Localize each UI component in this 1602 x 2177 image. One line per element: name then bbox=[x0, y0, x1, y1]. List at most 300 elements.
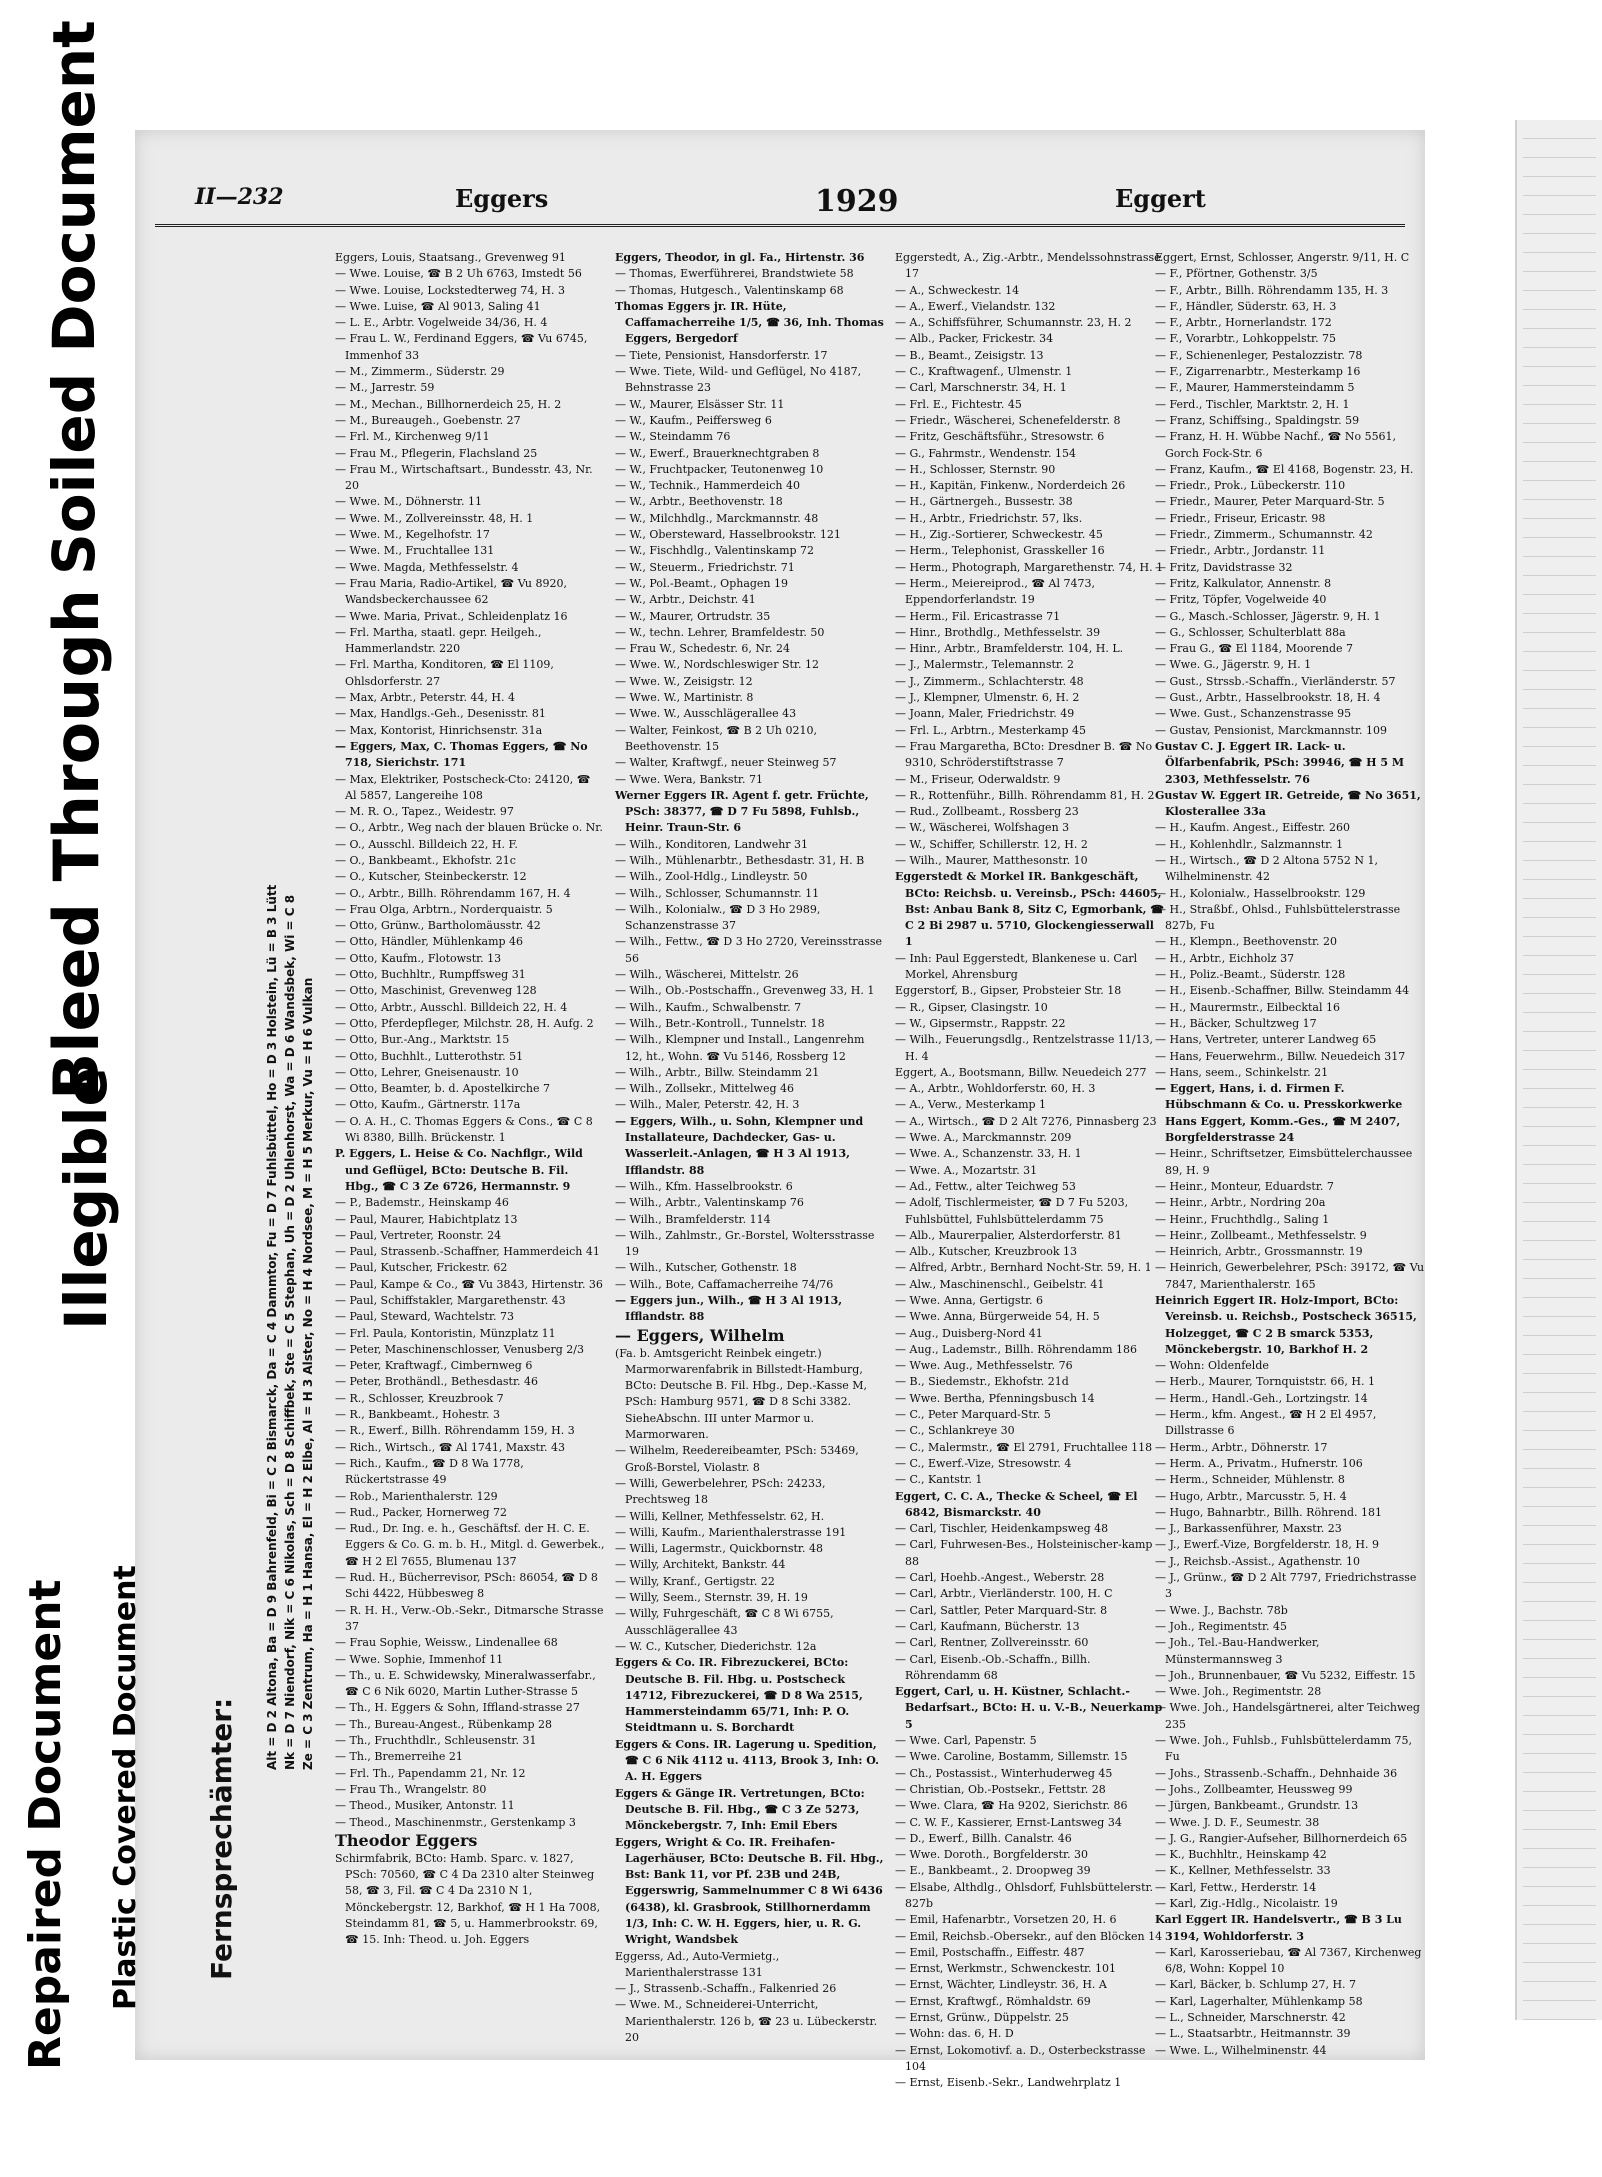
phone-code-line: Nk = D 7 Niendorf, Nik = C 6 Nikolas, Sch = D 8 Schiffbek, Ste = C 5 Stephan, Uh = D 2 Uhlenhorst, Wa = D 6 Wandsbek, Wi = C 8 bbox=[283, 894, 297, 1770]
directory-entry: — Paul, Steward, Wachtelstr. 73 bbox=[335, 1310, 514, 1324]
directory-entry: — Carl, Sattler, Peter Marquard-Str. 8 bbox=[895, 1603, 1108, 1617]
directory-entry: — Karl, Fettw., Herderstr. 14 bbox=[1155, 1880, 1317, 1894]
directory-entry: — J., Barkassenführer, Maxstr. 23 bbox=[1155, 1522, 1342, 1536]
edge-line bbox=[1523, 823, 1596, 842]
phone-exchange-legend bbox=[175, 240, 315, 2020]
edge-line bbox=[1523, 1070, 1596, 1089]
edge-line bbox=[1523, 1621, 1596, 1640]
edge-line bbox=[1523, 652, 1596, 671]
stamp-repaired: Repaired Document bbox=[20, 1579, 71, 2070]
directory-entry: — C. W. F., Kassierer, Ernst-Lantsweg 34 bbox=[895, 1815, 1122, 1829]
directory-entry: — Paul, Maurer, Habichtplatz 13 bbox=[335, 1212, 518, 1226]
directory-entry: — Wilh., Mühlenarbtr., Bethesdastr. 31, H. B bbox=[615, 853, 865, 867]
edge-line bbox=[1523, 500, 1596, 519]
edge-line bbox=[1523, 481, 1596, 500]
directory-entry: — Frau M., Wirtschaftsart., Bundesstr. 43, Nr. 20 bbox=[335, 462, 593, 493]
directory-entry: — Wwe. M., Kegelhofstr. 17 bbox=[335, 528, 490, 542]
directory-entry: — O., Ausschl. Billdeich 22, H. F. bbox=[335, 837, 518, 851]
directory-entry: — Friedr., Wäscherei, Schenefelderstr. 8 bbox=[895, 413, 1121, 427]
stamp-illegible: Illegible bbox=[52, 1067, 120, 1330]
edge-line bbox=[1523, 462, 1596, 481]
directory-entry: — Max, Handlgs.-Geh., Desenisstr. 81 bbox=[335, 707, 546, 721]
directory-entry: — Wilh., Kaufm., Schwalbenstr. 7 bbox=[615, 1000, 802, 1014]
edge-line bbox=[1523, 804, 1596, 823]
edge-line bbox=[1523, 1203, 1596, 1222]
directory-entry: — R., Bankbeamt., Hohestr. 3 bbox=[335, 1408, 501, 1422]
directory-entry: — Wilh., Wäscherei, Mittelstr. 26 bbox=[615, 968, 799, 982]
directory-entry: — Paul, Kutscher, Frickestr. 62 bbox=[335, 1261, 508, 1275]
directory-entry: — Wwe. Anna, Bürgerweide 54, H. 5 bbox=[895, 1310, 1100, 1324]
directory-entry: — Wwe. G., Jägerstr. 9, H. 1 bbox=[1155, 658, 1312, 672]
directory-entry: — Eggert, Hans, i. d. Firmen F. Hübschmann & Co. u. Presskorkwerke Hans Eggert, Komm.-Ges., ☎ M 2407, Borgfelderstrasse 24 bbox=[1155, 1082, 1403, 1145]
directory-entry: — Joh., Tel.-Bau-Handwerker, Münstermannsweg 3 bbox=[1155, 1636, 1320, 1666]
directory-entry: — Herm., Schneider, Mühlenstr. 8 bbox=[1155, 1473, 1345, 1487]
directory-entry: — C., Kantstr. 1 bbox=[895, 1473, 983, 1487]
directory-entry: — Frau Margaretha, BCto: Dresdner B. ☎ No 9310, Schröderstiftstrasse 7 bbox=[895, 739, 1153, 770]
directory-entry: — Joann, Maler, Friedrichstr. 49 bbox=[895, 707, 1075, 721]
directory-entry: — C., Malermstr., ☎ El 2791, Fruchtallee 118 bbox=[895, 1440, 1153, 1454]
directory-entry: — Wilh., Maurer, Matthesonstr. 10 bbox=[895, 853, 1088, 867]
directory-entry: Eggerstedt, A., Zig.-Arbtr., Mendelssohnstrasse 17 bbox=[895, 251, 1161, 281]
directory-entry: Theodor Eggers bbox=[335, 1830, 478, 1850]
directory-entry: — Th., Bremerreihe 21 bbox=[335, 1750, 463, 1764]
directory-entry: — Th., H. Eggers & Sohn, Iffland-strasse 27 bbox=[335, 1701, 580, 1715]
directory-entry: — Wwe. Joh., Regimentstr. 28 bbox=[1155, 1685, 1322, 1699]
directory-column-4 bbox=[1155, 250, 1425, 2057]
edge-line bbox=[1523, 1298, 1596, 1317]
directory-entry: — Th., u. E. Schwidewsky, Mineralwasserfabr., ☎ C 6 Nik 6020, Martin Luther-Strasse 5 bbox=[335, 1668, 596, 1699]
directory-entry: — Adolf, Tischlermeister, ☎ D 7 Fu 5203, Fuhlsbüttel, Fuhlsbüttelerdamm 75 bbox=[895, 1196, 1129, 1226]
directory-entry: — Heinr., Fruchthdlg., Saling 1 bbox=[1155, 1212, 1330, 1226]
directory-entry: — Willy, Architekt, Bankstr. 44 bbox=[615, 1558, 786, 1572]
directory-entry: — Carl, Arbtr., Vierländerstr. 100, H. C bbox=[895, 1587, 1113, 1601]
directory-entry: — L. E., Arbtr. Vogelweide 34/36, H. 4 bbox=[335, 316, 548, 330]
edge-line bbox=[1523, 1374, 1596, 1393]
directory-entry: — Wwe. J., Bachstr. 78b bbox=[1155, 1603, 1288, 1617]
directory-entry: P. Eggers, L. Heise & Co. Nachflgr., Wild und Geflügel, BCto: Deutsche B. Fil. Hbg., ☎ C 3 Ze 6726, Hermannstr. 9 bbox=[335, 1147, 583, 1193]
directory-entry: — Frl. Martha, Konditoren, ☎ El 1109, Ohlsdorferstr. 27 bbox=[335, 658, 554, 688]
directory-entry: — Wilh., Kfm. Hasselbrookstr. 6 bbox=[615, 1179, 793, 1193]
edge-line bbox=[1523, 310, 1596, 329]
directory-entry: — Ernst, Werkmstr., Schwenckestr. 101 bbox=[895, 1962, 1117, 1976]
directory-entry: — Frau M., Pflegerin, Flachsland 25 bbox=[335, 446, 538, 460]
directory-entry: — Wwe. A., Mozartstr. 31 bbox=[895, 1163, 1038, 1177]
directory-entry: — Wwe. Tiete, Wild- und Geflügel, No 4187, Behnstrasse 23 bbox=[615, 365, 862, 395]
directory-column-2 bbox=[615, 250, 885, 2045]
edge-line bbox=[1523, 1507, 1596, 1526]
edge-line bbox=[1523, 1545, 1596, 1564]
directory-entry: — Rud., Dr. Ing. e. h., Geschäftsf. der H. C. E. Eggers & Co. G. m. b. H., Mitgl. d. Gewerbek., ☎ H 2 El 7655, Blumenau 137 bbox=[335, 1522, 605, 1568]
directory-entry: — Max, Arbtr., Peterstr. 44, H. 4 bbox=[335, 691, 516, 705]
edge-line bbox=[1523, 861, 1596, 880]
edge-line bbox=[1523, 1393, 1596, 1412]
directory-entry: — Otto, Händler, Mühlenkamp 46 bbox=[335, 935, 524, 949]
directory-entry: — Frl. M., Kirchenweg 9/11 bbox=[335, 430, 490, 444]
edge-line bbox=[1523, 1887, 1596, 1906]
directory-entry: — Otto, Kaufm., Flotowstr. 13 bbox=[335, 951, 502, 965]
edge-line bbox=[1523, 899, 1596, 918]
edge-line bbox=[1523, 1564, 1596, 1583]
edge-line bbox=[1523, 975, 1596, 994]
directory-entry: — Wwe. Caroline, Bostamm, Sillemstr. 15 bbox=[895, 1750, 1128, 1764]
directory-entry: — O., Arbtr., Weg nach der blauen Brücke o. Nr. bbox=[335, 821, 603, 835]
directory-entry: — Wilh., Zahlmstr., Gr.-Borstel, Woltersstrasse 19 bbox=[615, 1228, 875, 1259]
directory-entry: — W., Fischhdlg., Valentinskamp 72 bbox=[615, 544, 815, 558]
directory-entry: — Karl, Karosseriebau, ☎ Al 7367, Kirchenweg 6/8, Wohn: Koppel 10 bbox=[1155, 1945, 1422, 1976]
edge-line bbox=[1523, 842, 1596, 861]
directory-entry: — Wilh., Kolonialw., ☎ D 3 Ho 2989, Schanzenstrasse 37 bbox=[615, 902, 821, 933]
directory-entry: — Friedr., Arbtr., Jordanstr. 11 bbox=[1155, 544, 1326, 558]
edge-line bbox=[1523, 1469, 1596, 1488]
directory-entry: Gustav W. Eggert IR. Getreide, ☎ No 3651, Klosterallee 33a bbox=[1155, 788, 1421, 819]
directory-entry: Heinrich Eggert IR. Holz-Import, BCto: Vereinsb. u. Reichsb., Postscheck 36515, Holzegget, ☎ C 2 B smarck 5353, Mönckebergstr. 10, Barkhof H. 2 bbox=[1155, 1294, 1417, 1356]
directory-entry: — Johs., Strassenb.-Schaffn., Dehnhaide 36 bbox=[1155, 1766, 1398, 1780]
header-left-name: Eggers bbox=[455, 184, 549, 213]
directory-entry: — Rud., Packer, Hornerweg 72 bbox=[335, 1505, 508, 1519]
directory-entry: — Franz, H. H. Wübbe Nachf., ☎ No 5561, Gorch Fock-Str. 6 bbox=[1155, 430, 1397, 460]
edge-line bbox=[1523, 177, 1596, 196]
directory-entry: — Heinrich, Arbtr., Grossmannstr. 19 bbox=[1155, 1245, 1363, 1259]
directory-entry: — Eggers jun., Wilh., ☎ H 3 Al 1913, Ifflandstr. 88 bbox=[615, 1294, 843, 1324]
directory-entry: — J., Ewerf.-Vize, Borgfelderstr. 18, H. 9 bbox=[1155, 1538, 1380, 1552]
directory-entry: — W., Schiffer, Schillerstr. 12, H. 2 bbox=[895, 837, 1088, 851]
directory-entry: — Ernst, Eisenb.-Sekr., Landwehrplatz 1 bbox=[895, 2076, 1122, 2090]
directory-entry: — Rob., Marienthalerstr. 129 bbox=[335, 1489, 498, 1503]
edge-line bbox=[1523, 1013, 1596, 1032]
directory-entry: — Jürgen, Bankbeamt., Grundstr. 13 bbox=[1155, 1799, 1359, 1813]
directory-entry: — Heinrich, Gewerbelehrer, PSch: 39172, ☎ Vu 7847, Marienthalerstr. 165 bbox=[1155, 1261, 1425, 1291]
directory-entry: — Ernst, Lokomotivf. a. D., Osterbeckstrasse 104 bbox=[895, 2043, 1146, 2073]
directory-entry: — J., Reichsb.-Assist., Agathenstr. 10 bbox=[1155, 1554, 1361, 1568]
directory-entry: — Carl, Tischler, Heidenkampsweg 48 bbox=[895, 1522, 1109, 1536]
directory-entry: — F., Maurer, Hammersteindamm 5 bbox=[1155, 381, 1355, 395]
edge-line bbox=[1523, 595, 1596, 614]
edge-line bbox=[1523, 1811, 1596, 1830]
stamp-bleed-through: Bleed Through bbox=[40, 589, 113, 1100]
edge-line bbox=[1523, 1602, 1596, 1621]
directory-entry: Thomas Eggers jr. IR. Hüte, Caffamacherreihe 1/5, ☎ 36, Inh. Thomas Eggers, Bergedorf bbox=[615, 299, 884, 346]
edge-line bbox=[1523, 1032, 1596, 1051]
directory-entry: — Heinr., Schriftsetzer, Eimsbüttelerchaussee 89, H. 9 bbox=[1155, 1147, 1413, 1177]
directory-entry: — Friedr., Maurer, Peter Marquard-Str. 5 bbox=[1155, 495, 1385, 509]
edge-line bbox=[1523, 272, 1596, 291]
directory-entry: — J., Klempner, Ulmenstr. 6, H. 2 bbox=[895, 691, 1080, 705]
directory-entry: — Wilh., Bote, Caffamacherreihe 74/76 bbox=[615, 1277, 834, 1291]
edge-line bbox=[1523, 1925, 1596, 1944]
edge-line bbox=[1523, 1716, 1596, 1735]
directory-entry: — Paul, Kampe & Co., ☎ Vu 3843, Hirtenstr. 36 bbox=[335, 1277, 603, 1291]
directory-entry: — Ernst, Kraftwgf., Römhaldstr. 69 bbox=[895, 1994, 1091, 2008]
directory-entry: — Heinr., Monteur, Eduardstr. 7 bbox=[1155, 1179, 1334, 1193]
edge-line bbox=[1523, 1146, 1596, 1165]
directory-entry: — Wwe. Magda, Methfesselstr. 4 bbox=[335, 560, 519, 574]
edge-line bbox=[1523, 519, 1596, 538]
directory-entry: — H., Eisenb.-Schaffner, Billw. Steindamm 44 bbox=[1155, 984, 1410, 998]
directory-entry: — Frl. Th., Papendamm 21, Nr. 12 bbox=[335, 1766, 526, 1780]
edge-line bbox=[1523, 1659, 1596, 1678]
directory-entry: — H., Arbtr., Eichholz 37 bbox=[1155, 951, 1295, 965]
directory-entry: — Rich., Wirtsch., ☎ Al 1741, Maxstr. 43 bbox=[335, 1440, 565, 1454]
directory-entry: — A., Verw., Mesterkamp 1 bbox=[895, 1098, 1047, 1112]
directory-entry: — Otto, Buchhlt., Lutterothstr. 51 bbox=[335, 1049, 524, 1063]
edge-line bbox=[1523, 329, 1596, 348]
edge-line bbox=[1523, 215, 1596, 234]
directory-entry: — Frl. L., Arbtrn., Mesterkamp 45 bbox=[895, 723, 1086, 737]
edge-line bbox=[1523, 2001, 1596, 2020]
directory-entry: Eggers, Theodor, in gl. Fa., Hirtenstr. 36 bbox=[615, 251, 865, 264]
directory-entry: — Frau Maria, Radio-Artikel, ☎ Vu 8920, Wandsbeckerchaussee 62 bbox=[335, 576, 568, 607]
edge-line bbox=[1523, 1773, 1596, 1792]
directory-entry: — Carl, Hoehb.-Angest., Weberstr. 28 bbox=[895, 1571, 1105, 1585]
directory-entry: — H., Maurermstr., Eilbecktal 16 bbox=[1155, 1000, 1340, 1014]
edge-line bbox=[1523, 728, 1596, 747]
directory-entry: — W., Kaufm., Peiffersweg 6 bbox=[615, 413, 772, 427]
directory-entry: — Otto, Pferdepfleger, Milchstr. 28, H. Aufg. 2 bbox=[335, 1016, 594, 1030]
directory-entry: — Hugo, Arbtr., Marcusstr. 5, H. 4 bbox=[1155, 1489, 1347, 1503]
directory-entry: — A., Schiffsführer, Schumannstr. 23, H. 2 bbox=[895, 316, 1132, 330]
directory-entry: — Carl, Fuhrwesen-Bes., Holsteinischer-kamp 88 bbox=[895, 1538, 1153, 1568]
directory-entry: — Alb., Kutscher, Kreuzbrook 13 bbox=[895, 1245, 1077, 1259]
directory-entry: — Theod., Musiker, Antonstr. 11 bbox=[335, 1799, 515, 1813]
directory-entry: — Willy, Fuhrgeschäft, ☎ C 8 Wi 6755, Ausschlägerallee 43 bbox=[615, 1607, 834, 1637]
edge-line bbox=[1523, 443, 1596, 462]
directory-entry: — Gust., Arbtr., Hasselbrookstr. 18, H. 4 bbox=[1155, 691, 1381, 705]
directory-entry: — H., Straßbf., Ohlsd., Fuhlsbüttelerstrasse 827b, Fu bbox=[1155, 902, 1401, 933]
directory-entry: — W., Obersteward, Hasselbrookstr. 121 bbox=[615, 528, 841, 542]
directory-entry: — Herm., Arbtr., Döhnerstr. 17 bbox=[1155, 1440, 1328, 1454]
directory-entry: — J., Malermstr., Telemannstr. 2 bbox=[895, 658, 1074, 672]
directory-column-1 bbox=[335, 250, 605, 2030]
directory-entry: — Emil, Hafenarbtr., Vorsetzen 20, H. 6 bbox=[895, 1913, 1117, 1927]
directory-entry: Eggers & Cons. IR. Lagerung u. Spedition, ☎ C 6 Nik 4112 u. 4113, Brook 3, Inh: O. A. H. Eggers bbox=[615, 1737, 879, 1784]
directory-entry: — Peter, Brothändl., Bethesdastr. 46 bbox=[335, 1375, 539, 1389]
edge-line bbox=[1523, 1412, 1596, 1431]
directory-entry: — W. C., Kutscher, Diederichstr. 12a bbox=[615, 1639, 817, 1653]
directory-entry: — Thomas, Hutgesch., Valentinskamp 68 bbox=[615, 283, 844, 297]
directory-entry: — Joh., Brunnenbauer, ☎ Vu 5232, Eiffestr. 15 bbox=[1155, 1668, 1416, 1682]
directory-entry: — H., Schlosser, Sternstr. 90 bbox=[895, 462, 1056, 476]
directory-entry: — Wilh., Bramfelderstr. 114 bbox=[615, 1212, 771, 1226]
directory-entry: — Fritz, Davidstrasse 32 bbox=[1155, 560, 1293, 574]
directory-entry: — Gust., Strssb.-Schaffn., Vierländerstr. 57 bbox=[1155, 674, 1396, 688]
header-right-name: Eggert bbox=[1115, 184, 1206, 213]
directory-entry: — W., techn. Lehrer, Bramfeldestr. 50 bbox=[615, 625, 825, 639]
directory-entry: — Th., Fruchthdlr., Schleusenstr. 31 bbox=[335, 1734, 537, 1748]
edge-line bbox=[1523, 1431, 1596, 1450]
edge-line bbox=[1523, 918, 1596, 937]
directory-entry: — M., Mechan., Billhornerdeich 25, H. 2 bbox=[335, 397, 562, 411]
directory-entry: — Herm., Photograph, Margarethenstr. 74, H. 1 bbox=[895, 560, 1164, 574]
directory-entry: — Wilh., Kutscher, Gothenstr. 18 bbox=[615, 1261, 797, 1275]
edge-line bbox=[1523, 1944, 1596, 1963]
directory-entry: Karl Eggert IR. Handelsvertr., ☎ B 3 Lu 3194, Wohldorferstr. 3 bbox=[1155, 1913, 1402, 1943]
directory-column-3 bbox=[895, 250, 1165, 2090]
directory-entry: — Wwe. L., Wilhelminenstr. 44 bbox=[1155, 2043, 1327, 2057]
directory-entry: — O., Bankbeamt., Ekhofstr. 21c bbox=[335, 853, 516, 867]
directory-entry: — Wwe. Clara, ☎ Ha 9202, Sierichstr. 86 bbox=[895, 1799, 1128, 1813]
edge-line bbox=[1523, 120, 1596, 139]
directory-entry: — Wohn: Oldenfelde bbox=[1155, 1359, 1269, 1373]
directory-entry: — Wilh., Konditoren, Landwehr 31 bbox=[615, 837, 809, 851]
directory-entry: — Max, Kontorist, Hinrichsenstr. 31a bbox=[335, 723, 543, 737]
directory-entry: — K., Kellner, Methfesselstr. 33 bbox=[1155, 1864, 1331, 1878]
directory-entry: — Rich., Kaufm., ☎ D 8 Wa 1778, Rückertstrasse 49 bbox=[335, 1456, 524, 1487]
directory-entry: — H., Kapitän, Finkenw., Norderdeich 26 bbox=[895, 479, 1126, 493]
directory-entry: — Walter, Feinkost, ☎ B 2 Uh 0210, Beethovenstr. 15 bbox=[615, 723, 818, 753]
edge-line bbox=[1523, 1051, 1596, 1070]
edge-line bbox=[1523, 1583, 1596, 1602]
directory-entry: — Wilh., Maler, Peterstr. 42, H. 3 bbox=[615, 1098, 800, 1112]
directory-entry: — Wilh., Arbtr., Billw. Steindamm 21 bbox=[615, 1065, 820, 1079]
directory-entry: Werner Eggers IR. Agent f. getr. Früchte, PSch: 38377, ☎ D 7 Fu 5898, Fuhlsb., Heinr. Traun-Str. 6 bbox=[615, 788, 869, 835]
edge-line bbox=[1523, 348, 1596, 367]
directory-entry: — J. G., Rangier-Aufseher, Billhornerdeich 65 bbox=[1155, 1831, 1408, 1845]
edge-line bbox=[1523, 633, 1596, 652]
directory-entry: Eggert, C. C. A., Thecke & Scheel, ☎ El 6842, Bismarckstr. 40 bbox=[895, 1489, 1138, 1519]
directory-entry: — Herm., Meiereiprod., ☎ Al 7473, Eppendorferlandstr. 19 bbox=[895, 576, 1095, 607]
directory-entry: Eggert, Ernst, Schlosser, Angerstr. 9/11, H. C bbox=[1155, 251, 1410, 264]
directory-entry: — Ch., Postassist., Winterhuderweg 45 bbox=[895, 1766, 1113, 1780]
edge-line bbox=[1523, 747, 1596, 766]
directory-entry: — Wwe. W., Nordschleswiger Str. 12 bbox=[615, 658, 819, 672]
directory-entry: — Ernst, Grünw., Düppelstr. 25 bbox=[895, 2011, 1069, 2025]
directory-entry: — Paul, Vertreter, Roonstr. 24 bbox=[335, 1228, 502, 1242]
directory-entry: Eggerstedt & Morkel IR. Bankgeschäft, BCto: Reichsb. u. Vereinsb., PSch: 44605, Bst: Anbau Bank 8, Sitz C, Egmorbank, ☎ C 2 Bi 2987 u. 5710, Glockengiesserwall 1 bbox=[895, 870, 1164, 949]
directory-entry: — R., Schlosser, Kreuzbrook 7 bbox=[335, 1391, 504, 1405]
directory-entry: Schirmfabrik, BCto: Hamb. Sparc. v. 1827, PSch: 70560, ☎ C 4 Da 2310 alter Steinweg 58, ☎ 3, Fil. ☎ C 4 Da 2310 N 1, Mönckebergstr. 12, Barkhof, ☎ H 1 Ha 7008, Steindamm 81, ☎ 5, u. Hammerbrookstr. 69, ☎ 15. Inh: Theod. u. Joh. Eggers bbox=[335, 1851, 601, 1947]
directory-entry: — Fritz, Töpfer, Vogelweide 40 bbox=[1155, 593, 1327, 607]
directory-entry: — Paul, Schiffstakler, Margarethenstr. 43 bbox=[335, 1294, 566, 1307]
directory-entry: — Wwe. M., Fruchtallee 131 bbox=[335, 544, 495, 558]
directory-entry: — Hans, Feuerwehrm., Billw. Neuedeich 317 bbox=[1155, 1049, 1406, 1063]
directory-entry: — W., Arbtr., Deichstr. 41 bbox=[615, 593, 756, 607]
directory-entry: — Fritz, Kalkulator, Annenstr. 8 bbox=[1155, 576, 1332, 590]
directory-entry: — Wwe. Joh., Fuhlsb., Fuhlsbüttelerdamm 75, Fu bbox=[1155, 1734, 1413, 1764]
directory-entry: — A., Arbtr., Wohldorferstr. 60, H. 3 bbox=[895, 1082, 1096, 1096]
edge-line bbox=[1523, 1526, 1596, 1545]
directory-entry: — Karl, Bäcker, b. Schlump 27, H. 7 bbox=[1155, 1978, 1357, 1992]
directory-entry: — Herm., Telephonist, Grasskeller 16 bbox=[895, 544, 1105, 558]
page-header bbox=[155, 180, 1405, 227]
edge-line bbox=[1523, 614, 1596, 633]
directory-entry: — Gustav, Pensionist, Marckmannstr. 109 bbox=[1155, 723, 1388, 737]
directory-entry: — Carl, Kaufmann, Bücherstr. 13 bbox=[895, 1619, 1080, 1633]
directory-entry: — Wwe. M., Zollvereinsstr. 48, H. 1 bbox=[335, 511, 534, 525]
directory-entry: — Rud., Zollbeamt., Rossberg 23 bbox=[895, 805, 1079, 819]
directory-entry: — Fritz, Geschäftsführ., Stresowstr. 6 bbox=[895, 430, 1105, 444]
directory-entry: — Karl, Lagerhalter, Mühlenkamp 58 bbox=[1155, 1994, 1363, 2008]
directory-entry: — F., Arbtr., Billh. Röhrendamm 135, H. 3 bbox=[1155, 283, 1389, 297]
edge-line bbox=[1523, 367, 1596, 386]
edge-line bbox=[1523, 880, 1596, 899]
edge-line bbox=[1523, 1982, 1596, 2001]
directory-entry: — Willi, Lagermstr., Quickbornstr. 48 bbox=[615, 1542, 823, 1556]
directory-entry: — Wwe. Luise, ☎ Al 9013, Saling 41 bbox=[335, 299, 541, 313]
directory-entry: — F., Vorarbtr., Lohkoppelstr. 75 bbox=[1155, 332, 1337, 346]
directory-entry: — O., Arbtr., Billh. Röhrendamm 167, H. 4 bbox=[335, 886, 571, 900]
directory-entry: — Wwe. Bertha, Pfenningsbusch 14 bbox=[895, 1391, 1095, 1405]
edge-line bbox=[1523, 937, 1596, 956]
directory-entry: — H., Kaufm. Angest., Eiffestr. 260 bbox=[1155, 821, 1351, 835]
directory-entry: — W., Milchhdlg., Marckmannstr. 48 bbox=[615, 511, 819, 525]
edge-line bbox=[1523, 766, 1596, 785]
directory-entry: — Carl, Marschnerstr. 34, H. 1 bbox=[895, 381, 1067, 395]
edge-line bbox=[1523, 1963, 1596, 1982]
directory-entry: — Frl. Martha, staatl. gepr. Heilgeh., Hammerlandstr. 220 bbox=[335, 625, 542, 656]
directory-entry: — Wwe. Carl, Papenstr. 5 bbox=[895, 1734, 1037, 1748]
edge-line bbox=[1523, 1906, 1596, 1925]
stamp-soiled: Soiled Document bbox=[40, 20, 108, 575]
phone-code-line: Alt = D 2 Altona, Ba = D 9 Bahrenfeld, Bi = C 2 Bismarck, Da = C 4 Dammtor, Fu = D 7 Fuhlsbüttel, Ho = D 3 Holstein, Lü = B 3 Lütt bbox=[265, 884, 279, 1770]
directory-entry: — G., Masch.-Schlosser, Jägerstr. 9, H. 1 bbox=[1155, 609, 1381, 623]
edge-line bbox=[1523, 139, 1596, 158]
directory-entry: — Heinr., Arbtr., Nordring 20a bbox=[1155, 1196, 1326, 1210]
directory-entry: — Wwe. M., Schneiderei-Unterricht, Marienthalerstr. 126 b, ☎ 23 u. Lübeckerstr. 20 bbox=[615, 1998, 878, 2045]
directory-entry: — Eggers, Wilh., u. Sohn, Klempner und Installateure, Dachdecker, Gas- u. Wasserleit.-Anlagen, ☎ H 3 Al 1913, Ifflandstr. 88 bbox=[615, 1114, 864, 1177]
directory-entry: — Otto, Buchhltr., Rumpffsweg 31 bbox=[335, 968, 526, 982]
edge-line bbox=[1523, 1697, 1596, 1716]
directory-entry: — M. R. O., Tapez., Weidestr. 97 bbox=[335, 805, 514, 819]
directory-entry: — Friedr., Prok., Lübeckerstr. 110 bbox=[1155, 479, 1346, 493]
phone-legend-codes bbox=[265, 885, 319, 1770]
directory-entry: — Wilh., Betr.-Kontroll., Tunnelstr. 18 bbox=[615, 1016, 825, 1030]
edge-line bbox=[1523, 1241, 1596, 1260]
directory-entry: — Wilh., Zollsekr., Mittelweg 46 bbox=[615, 1082, 794, 1096]
directory-entry: — Carl, Rentner, Zollvereinsstr. 60 bbox=[895, 1636, 1089, 1650]
edge-line bbox=[1523, 158, 1596, 177]
directory-entry: — Willy, Seem., Sternstr. 39, H. 19 bbox=[615, 1591, 808, 1605]
edge-line bbox=[1523, 1735, 1596, 1754]
directory-entry: — R., Gipser, Clasingstr. 10 bbox=[895, 1000, 1048, 1014]
edge-line bbox=[1523, 405, 1596, 424]
directory-entry: — Hans, seem., Schinkelstr. 21 bbox=[1155, 1065, 1329, 1079]
directory-entry: — Wwe. Doroth., Borgfelderstr. 30 bbox=[895, 1848, 1089, 1862]
directory-entry: — R., Rottenführ., Billh. Röhrendamm 81, H. 2 bbox=[895, 788, 1155, 802]
directory-entry: — Wwe. Anna, Gertigstr. 6 bbox=[895, 1294, 1044, 1307]
directory-entry: — M., Friseur, Oderwaldstr. 9 bbox=[895, 772, 1061, 786]
directory-entry: — Wwe. Joh., Handelsgärtnerei, alter Teichweg 235 bbox=[1155, 1701, 1420, 1731]
directory-entry: — H., Klempn., Beethovenstr. 20 bbox=[1155, 935, 1338, 949]
edge-line bbox=[1523, 1279, 1596, 1298]
directory-entry: — Alw., Maschinenschl., Geibelstr. 41 bbox=[895, 1277, 1105, 1291]
directory-entry: — W., Wäscherei, Wolfshagen 3 bbox=[895, 821, 1070, 835]
directory-entry: — Rud. H., Bücherrevisor, PSch: 86054, ☎ D 8 Schi 4422, Hübbesweg 8 bbox=[335, 1571, 598, 1601]
directory-entry: Eggerss, Ad., Auto-Vermietg., Marienthalerstrasse 131 bbox=[615, 1949, 780, 1979]
directory-entry: (Fa. b. Amtsgericht Reinbek eingetr.) Marmorwarenfabrik in Billstedt-Hamburg, BCto: Deutsche B. Fil. Hbg., Dep.-Kasse M, PSch: Hamburg 9571, ☎ D 8 Schi 3382. SieheAbschn. III unter Marmor u. Marmorwaren. bbox=[615, 1346, 867, 1442]
directory-entry: — Willi, Kellner, Methfesselstr. 62, H. bbox=[615, 1509, 825, 1523]
directory-entry: — Frau L. W., Ferdinand Eggers, ☎ Vu 6745, Immenhof 33 bbox=[335, 332, 588, 362]
edge-line bbox=[1523, 1260, 1596, 1279]
directory-entry: — Wilh., Zool-Hdlg., Lindleystr. 50 bbox=[615, 870, 808, 884]
directory-entry: — Alb., Packer, Frickestr. 34 bbox=[895, 332, 1054, 346]
directory-entry: — Otto, Beamter, b. d. Apostelkirche 7 bbox=[335, 1082, 550, 1096]
directory-entry: — Hugo, Bahnarbtr., Billh. Röhrend. 181 bbox=[1155, 1505, 1383, 1519]
edge-line bbox=[1523, 1184, 1596, 1203]
edge-line bbox=[1523, 1089, 1596, 1108]
directory-entry: — Wilh., Feuerungsdlg., Rentzelstrasse 11/13, H. 4 bbox=[895, 1033, 1154, 1063]
edge-line bbox=[1523, 1317, 1596, 1336]
directory-entry: — J., Strassenb.-Schaffn., Falkenried 26 bbox=[615, 1982, 837, 1996]
directory-entry: — W., Maurer, Ortrudstr. 35 bbox=[615, 609, 771, 623]
directory-entry: — Otto, Maschinist, Grevenweg 128 bbox=[335, 984, 537, 998]
directory-entry: — Willy, Kranf., Gertigstr. 22 bbox=[615, 1574, 775, 1588]
directory-entry: — H., Poliz.-Beamt., Süderstr. 128 bbox=[1155, 968, 1346, 982]
directory-entry: Eggert, Carl, u. H. Küstner, Schlacht.-Bedarfsart., BCto: H. u. V.-B., Neuerkamp 5 bbox=[895, 1685, 1163, 1731]
directory-entry: — Wwe. W., Ausschlägerallee 43 bbox=[615, 707, 797, 721]
directory-entry: Eggers & Co. IR. Fibrezuckerei, BCto: Deutsche B. Fil. Hbg. u. Postscheck 14712, Fibrezuckerei, ☎ D 8 Wa 2515, Hammersteindamm 65/71, Inh: P. O. Steidtmann u. S. Borchardt bbox=[615, 1656, 863, 1735]
directory-entry: — Wilh., Schlosser, Schumannstr. 11 bbox=[615, 886, 820, 900]
directory-entry: — Joh., Regimentstr. 45 bbox=[1155, 1619, 1288, 1633]
